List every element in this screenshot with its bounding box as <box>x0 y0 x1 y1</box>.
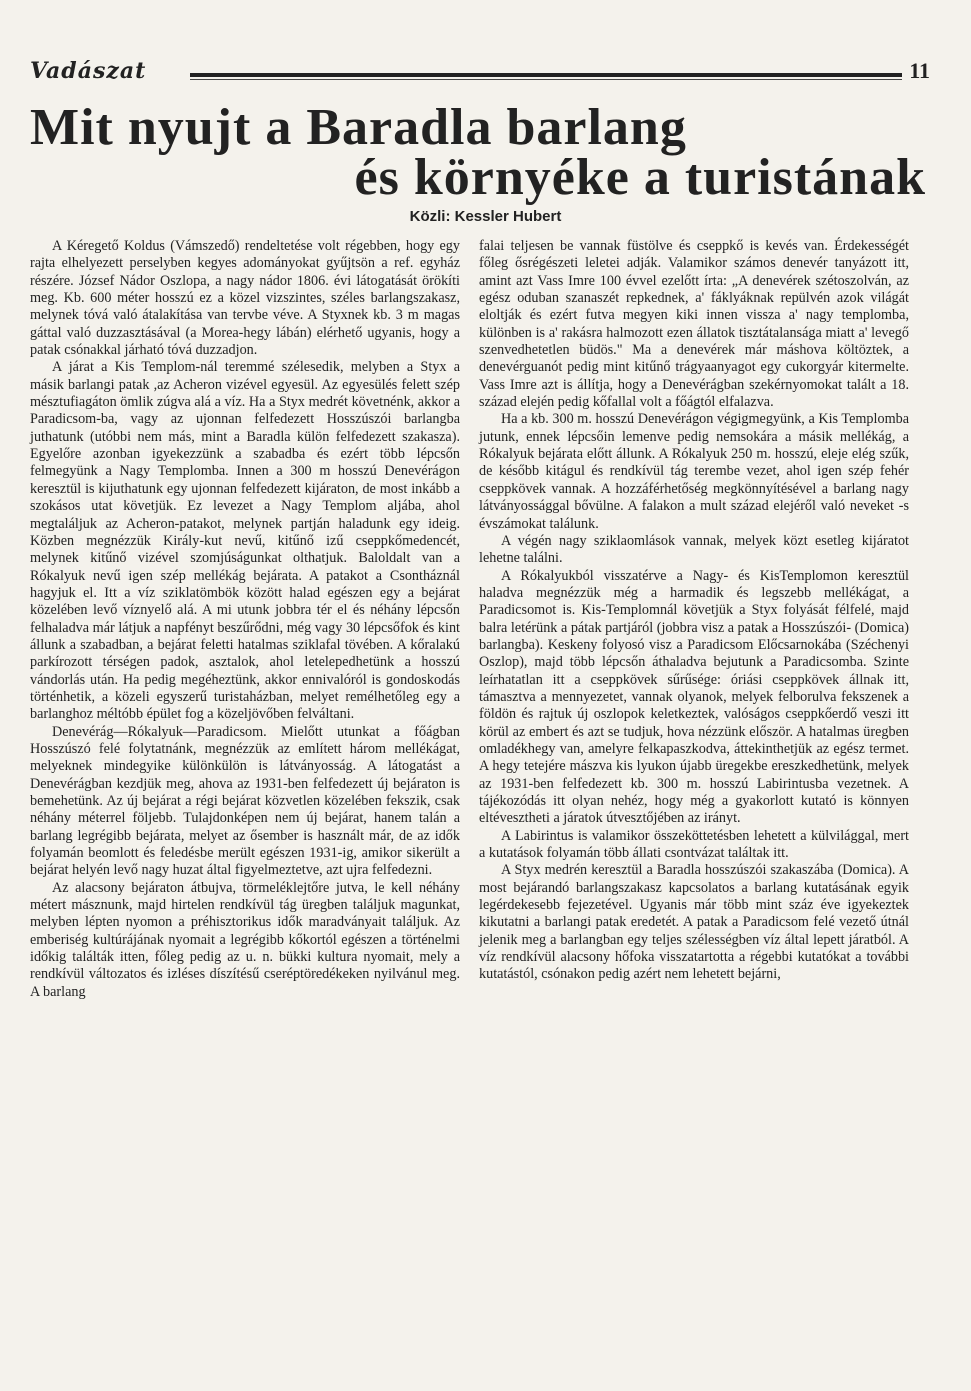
article-title-line-1: Mit nyujt a Baradla barlang <box>30 99 687 156</box>
paragraph: Az alacsony bejáraton átbujva, törmeléklejtőre jutva, le kell néhány métert másznunk, majd hirtelen rendkívül tág üregben találjuk magunkat, melyben lépten nyomon a préhisztorikus idők maradványait találjuk. Az emberiség kultúrájának nyomait a legrégibb kőkortól egészen a történelmi időkig találták itten, főleg pedig az u. n. bükki kultura nyomait, mely a rendkívül változatos és izléses díszítésű cseréptöredékeken nyilvánul meg. A barlang <box>30 879 460 1000</box>
paragraph: A Kéregető Koldus (Vámszedő) rendeltetése volt régebben, hogy egy rajta elhelyezett perselyben kegyes adományokat gyűjtsön a ref. egyház részére. József Nádor Oszlopa, a nagy nádor 1806. évi látogatását örökíti meg. Kb. 600 méter hosszú ez a közel vizszintes, széles barlangszakasz, melynek tóvá való átalakítása van tervbe véve. A Styxnek kb. 3 m magas gáttal való duzzasztásával (a Morea-hegy lábán) elérhető ugyanis, hogy a patak csónakkal járható tóvá duzzadjon. <box>30 238 460 359</box>
paragraph: A Rókalyukból visszatérve a Nagy- és KisTemplomon keresztül haladva megnézzük még a harmadik és legszebb mellékágat, a Paradicsomot is. Kis-Templomnál követjük a Styx folyását félfelé, majd balra letérünk a pátak partjáról (jobbra visz a patak a Hosszúszói- (Domica) barlangba). Keskeny folyosó visz a Paradicsom Előcsarnokába (Széchenyi Oszlop), majd több lépcsőn áthaladva bejutunk a Paradicsomba. Szinte leírhatatlan itt a cseppkövek sűrűsége: óriási cseppkövek állnak itt, támasztva a mennyezetet, vannak olyanok, melyek felborulva fekszenek a földön és rajtuk új oszlopok keletkeztek, valóságos cseppkőerdő veszi itt körül az embert és azt se tudjuk, hova nézzünk először. A hatalmas üregben omladékhegy van, amelyre felkapaszkodva, áttekinthetjük az egész termet. A hegy tetejére mászva kis lyukon újabb üregekbe ereszkedhetünk, melyek az 1931-ben felfedezett kb. 300 m. hosszú Labirintusba vezetnek. A tájékozódás itt olyan nehéz, hogy még a gyakorlott kutató is könnyen eltévesztheti a járatok útvesztőjében az irányt. <box>479 567 909 827</box>
running-header <box>30 58 930 88</box>
page-number: 11 <box>909 58 930 83</box>
article-title-line-2: és környéke a turistának <box>354 149 926 206</box>
magazine-name: Vadászat <box>30 58 147 84</box>
paragraph: A járat a Kis Templom-nál teremmé szélesedik, melyben a Styx a másik barlangi patak ,az Acheron vizével egyesül. Az egyesülés felett szép mésztufiagáton ömlik zúgva alá a víz. Ha a Styx medrét követnénk, akkor a Paradicsom-ba, vagy az ujonnan felfedezett Hosszúszói barlangba juthatunk (utóbbi nem más, mint a Baradla külön felfedezett szakasza). Egyelőre azonban igyekezzünk a szabadba és ezért több lépcsőn felmegyünk a Nagy Templomba. Innen a 300 m hosszú Denevérágon keresztül is kijuthatunk egy ujonnan felfedezett kijáraton, de most inkább a szokásos utat követjük. Ez levezet a Nagy Templom aljába, ahol megtaláljuk az Acheron-patakot, melynek partján haladunk egy ideig. Közben megnézzük Király-kut nevű, kitűnő izű cseppkőmedencét, melynek kitűnő vizével szomjúságunkat olthatjuk. Baloldalt van a Rókalyuk nevű igen szép mellékág bejárata. A patakot a Csontháznál hagyjuk el. Itt a víz sziklatömbök között halad egészen egy a bejárat közelében levő víznyelő alá. A mi utunk jobbra tér el és néhány lépcsőn felhaladva már látjuk a napfényt beszűrődni, még vagy 30 lépcsőfok és kint állunk a szabadban, a bejárat feletti hatalmas sziklafal tövében. A kőralakú parkírozott térségen padok, asztalok, ahol letelepedhetünk a hosszú vándorlás után. Ha pedig megéheztünk, akkor ennivalóról is gondoskodás történhetik, a közeli egyszerű turistaházban, melyet remélhetőleg egy a barlanghoz méltóbb épület fog a közeljövőben felváltani. <box>30 359 460 723</box>
paragraph: A végén nagy sziklaomlások vannak, melyek közt esetleg kijáratot lehetne találni. <box>479 532 909 567</box>
header-rule <box>190 73 902 77</box>
right-column <box>479 238 909 984</box>
article-byline: Közli: Kessler Hubert <box>409 208 562 225</box>
paragraph: A Styx medrén keresztül a Baradla hosszúszói szakaszába (Domica). A most bejárandó barlangszakasz kapcsolatos a barlang kutatásának egyik legérdekesebb fejezetével. Ugyanis már több mint száz éve igyekeztek kikutatni a barlangi patak eredetét. A patak a Paradicsom felé vezető útnál jelenik meg a barlangban egy teljes szélességben víz által lepett járatból. A víz rendkívül alacsony hőfoka visszatartotta a régebbi kutatókat a további kutatástól, csónakon pedig azért nem lehetett bejárni, <box>479 862 909 983</box>
left-column <box>30 238 460 1001</box>
paragraph: Denevérág—Rókalyuk—Paradicsom. Mielőtt utunkat a főágban Hosszúszó felé folytatnánk, megnézzük az említett három mellékágat, melyeknek mindegyike különkülön is látványosság. A látogatást a Denevérágban kezdjük meg, ahova az 1931-ben felfedezett új bejáraton is bemehetünk. Az új bejárat a régi bejárat közvetlen közelében fekszik, csak néhány méterrel följebb. Tulajdonképen nem új bejárat, hanem talán a barlang legrégibb bejárata, melyet az ősember is használt már, de az idők folyamán beomlott és feledésbe merült egészen 1931-ig, amikor sikerült a bejárat helyén levő nagy huzat által figyelmeztetve, azt ujra felfedezni. <box>30 723 460 879</box>
paragraph: Ha a kb. 300 m. hosszú Denevérágon végigmegyünk, a Kis Templomba jutunk, ennek lépcsőin lemenve pedig nemsokára a másik mellékág, a Rókalyuk bejárata előtt állunk. A Rókalyuk 250 m. hosszú, eleje elég szűk, de később kitágul és rendkívül tág terembe vezet, ahol igen szép fehér cseppkövek vannak. A hozzáférhetőség megkönnyítésével a barlang nagy látványossággal bővülne. A falakon a mult század elejéről való neveket -s évszámokat találunk. <box>479 411 909 532</box>
paragraph: falai teljesen be vannak füstölve és cseppkő is kevés van. Érdekességét főleg ősrégészeti leletei adják. Valamikor számos denevér tanyázott itt, amint azt Vass Imre 100 évvel ezelőtt írta: „A denevérek szétoszolván, az egész oduban szanaszét repkednek, a' fáklyáknak repülvén azok világát eloltják és ezért futva megyen kiki innen vissza a' nagy templomba, különben is a' rakásra halmozott ezen állatok tisztátalansága miatt a' levegő szenvedhetetlen büdös." Ma a denevérek már máshova költöztek, a denevérguanót pedig mint kitűnő trágyaanyagot egy cukorgyár kitermelte. Vass Imre azt is állítja, hogy a Denevérágban szekérnyomokat talált a 18. század elején pedig kőfallal volt a főágtól elfalazva. <box>479 238 909 411</box>
header-rule-thin <box>190 79 902 80</box>
paragraph: A Labirintus is valamikor összeköttetésben lehetett a külvilággal, mert a kutatások folyamán több állati csontvázat találtak itt. <box>479 827 909 862</box>
